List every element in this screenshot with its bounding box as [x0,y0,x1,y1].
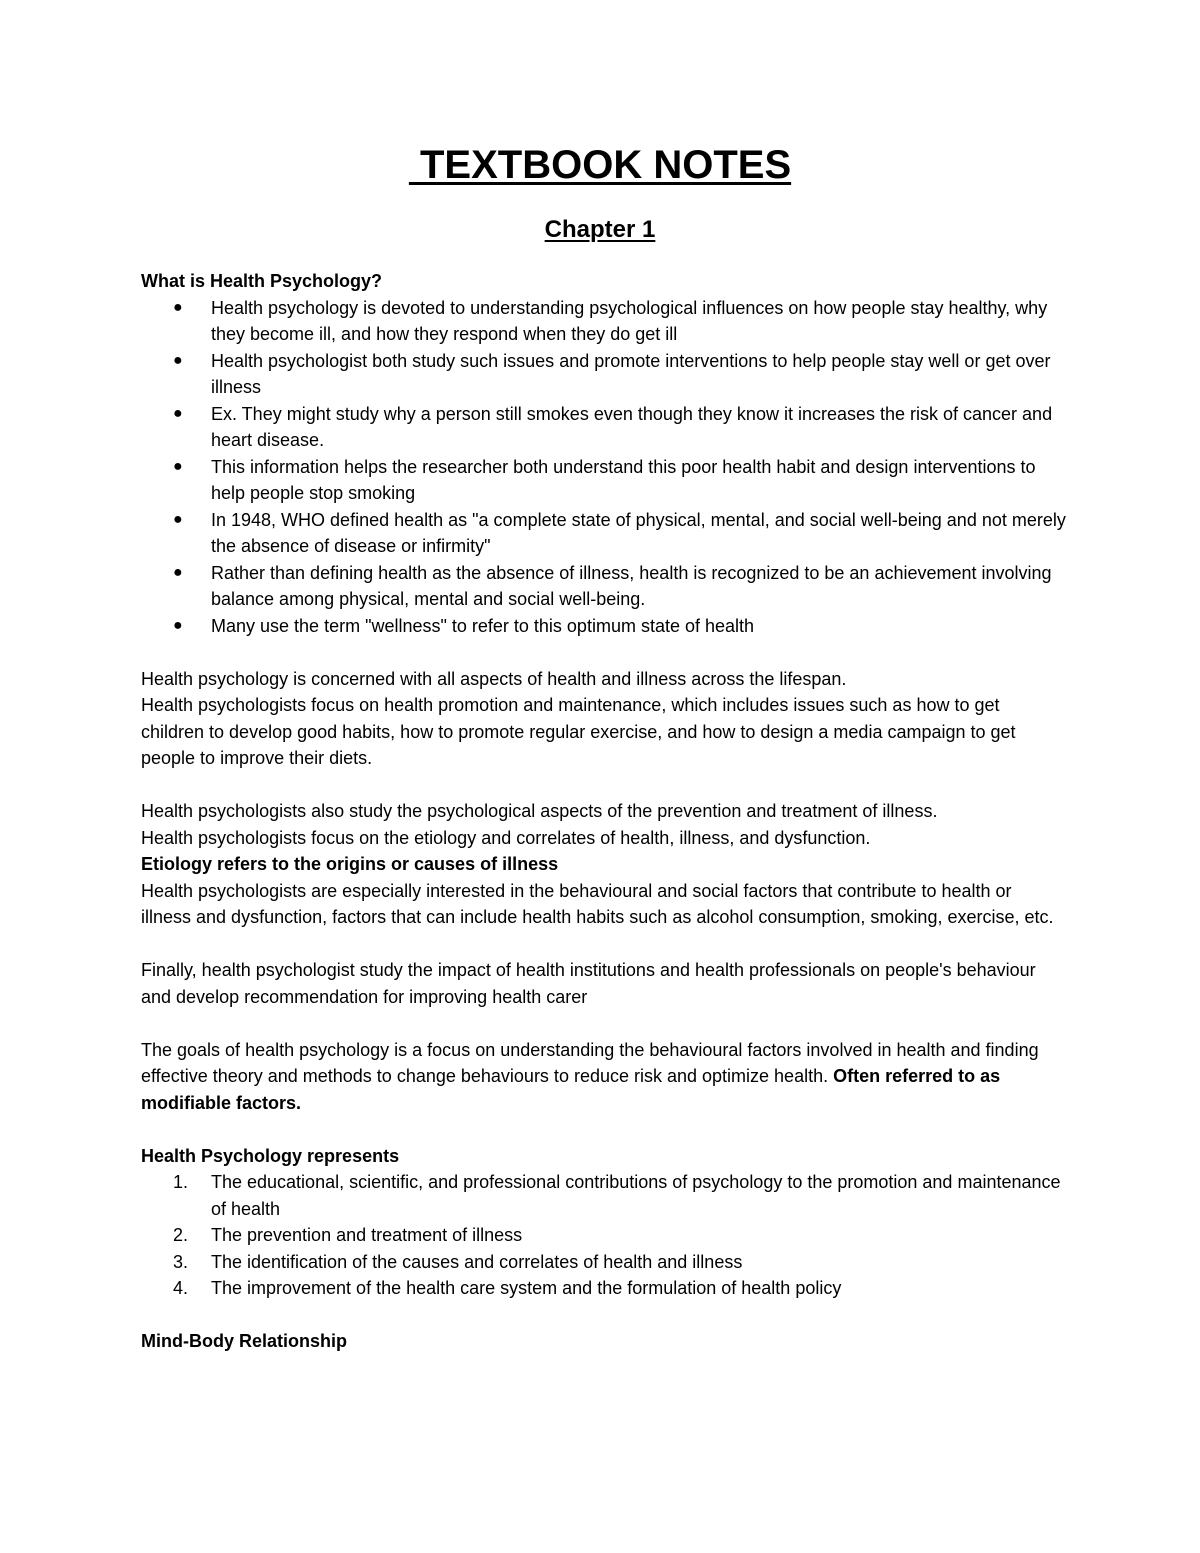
list-number: 3. [173,1251,189,1272]
spacer [141,1302,1066,1329]
list-item [141,454,1066,507]
paragraph: Health psychologists are especially interested in the behavioural and social factors that contribute to health or illness and dysfunction, factors that can include health habits such as alcohol consumption, smoking, exercise, etc. [141,880,1054,927]
document-body [141,268,1066,1355]
list-item [141,348,1066,401]
page-title: TEXTBOOK NOTES [408,143,792,187]
list-item [141,613,1066,640]
spacer [141,1116,1066,1143]
paragraph: Health psychology is concerned with all aspects of health and illness across the lifespan. [141,668,847,689]
list-number: 4. [173,1278,189,1298]
section-heading: Health Psychology represents [141,1145,400,1166]
section-heading: Mind-Body Relationship [141,1331,347,1351]
spacer [141,931,1066,958]
list-item-text: In 1948, WHO defined health as "a complete state of physical, mental, and social well-being and not merely the absence of disease or infirmity" [211,509,1066,556]
paragraph: Health psychologists also study the psychological aspects of the prevention and treatment of illness. [141,801,938,821]
paragraph-text: The goals of health psychology is a focus on understanding the behavioural factors involved in health and finding effective theory and methods to change behaviours to reduce risk and optimize health. [141,1039,1039,1086]
list-item-text: Health psychology is devoted to understanding psychological influences on how people stay healthy, why they become ill, and how they respond when they do get ill [211,297,1048,344]
list-item [141,1222,1066,1249]
list-number: 1. [173,1172,189,1192]
list-item [141,295,1066,348]
bullet-icon: ● [173,563,183,581]
list-item-text: Rather than defining health as the absence of illness, health is recognized to be an achievement involving balance among physical, mental and social well-being. [211,562,1052,609]
list-item [141,1169,1066,1222]
bullet-icon: ● [173,510,183,528]
list-item-text: The prevention and treatment of illness [211,1225,523,1245]
bullet-icon: ● [173,351,183,369]
bullet-icon: ● [173,298,183,316]
bullet-icon: ● [173,404,183,422]
definition-text: Etiology refers to the origins or causes of illness [141,854,559,874]
list-item-text: Ex. They might study why a person still smokes even though they know it increases the risk of cancer and heart disease. [211,403,1053,450]
list-item [141,401,1066,454]
bullet-icon: ● [173,616,183,634]
section-heading: What is Health Psychology? [141,271,383,291]
paragraph: Health psychologists focus on health promotion and maintenance, which includes issues such as how to get children to develop good habits, how to promote regular exercise, and how to design a media campaign to get people to improve their diets. [141,695,1016,768]
paragraph: Health psychologists focus on the etiology and correlates of health, illness, and dysfunction. [141,827,871,848]
list-number: 2. [173,1225,189,1245]
list-item-text: The educational, scientific, and professional contributions of psychology to the promotion and maintenance of health [211,1172,1061,1219]
list-item-text: The improvement of the health care system and the formulation of health policy [211,1278,842,1298]
spacer [141,639,1066,666]
paragraph [141,1037,1066,1117]
list-item [141,560,1066,613]
list-item-text: Health psychologist both study such issues and promote interventions to help people stay well or get over illness [211,350,1051,397]
spacer [141,772,1066,799]
list-item [141,1249,1066,1276]
bullet-list [141,295,1066,640]
list-item-text: The identification of the causes and correlates of health and illness [211,1251,743,1272]
list-item-text: Many use the term "wellness" to refer to this optimum state of health [211,615,755,636]
list-item [141,1275,1066,1302]
spacer [141,1010,1066,1037]
emphasis-text: Often referred to as modifiable factors. [141,1066,1001,1113]
list-item-text: This information helps the researcher both understand this poor health habit and design interventions to help people stop smoking [211,456,1036,503]
paragraph: Finally, health psychologist study the impact of health institutions and health professionals on people's behaviour and develop recommendation for improving health carer [141,960,1036,1007]
numbered-list [141,1169,1066,1302]
chapter-heading: Chapter 1 [544,216,656,243]
bullet-icon: ● [173,457,183,475]
list-item [141,507,1066,560]
